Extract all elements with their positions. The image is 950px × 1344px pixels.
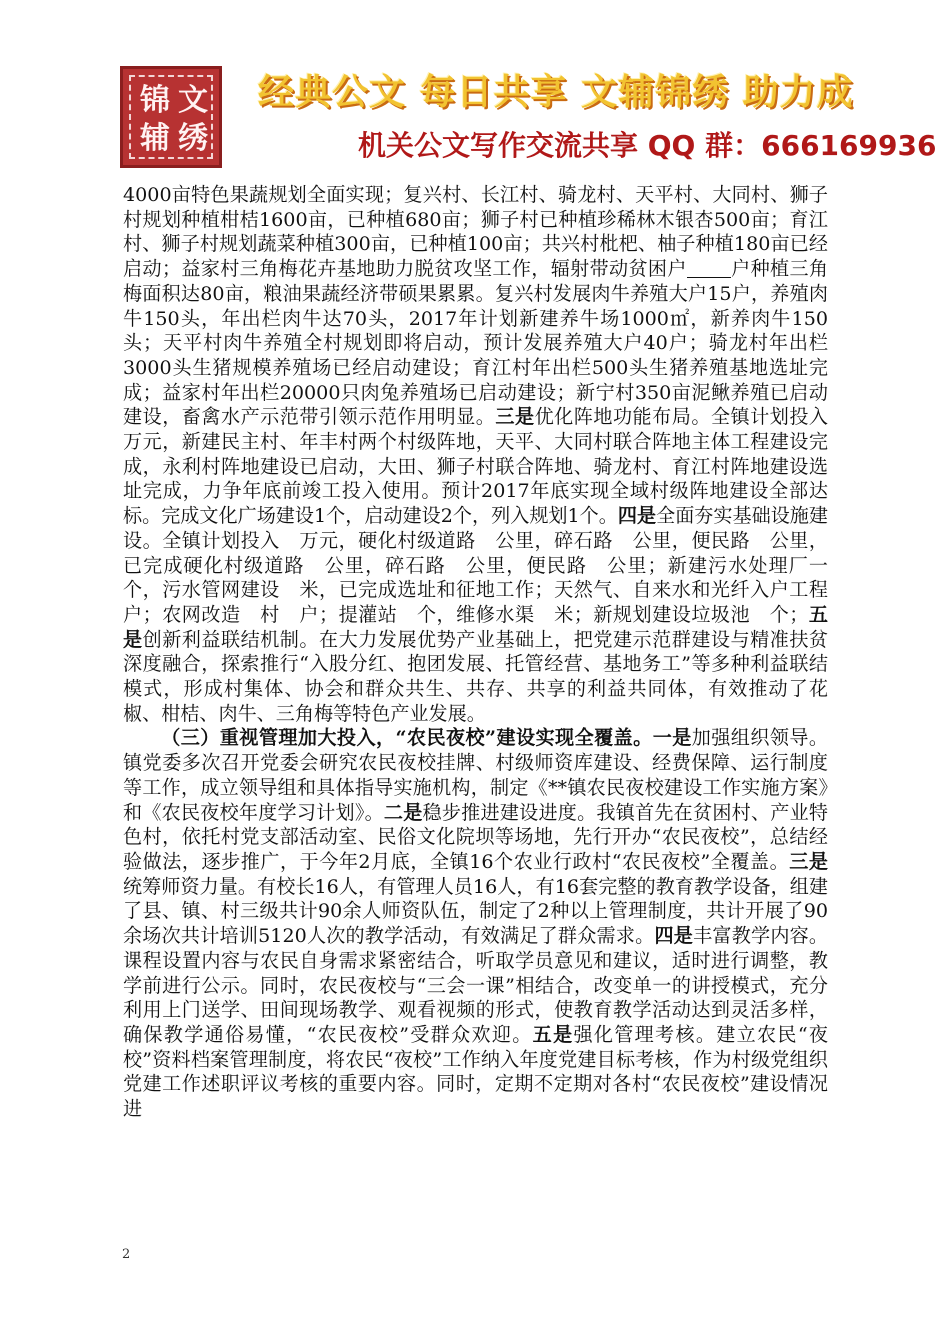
seal-char: 锦 xyxy=(140,83,170,118)
bold-lead-text: 一是 xyxy=(652,726,692,750)
seal-char: 文 xyxy=(178,83,208,118)
body-text-run: 全面夯实基础设施建设。全镇计划投入 万元，硬化村级道路 公里，碎石路 公里，便民路 公里，已完成硬化村级道路 公里，碎石路 公里，便民路 公里；新建污水处理厂一个，污水管网建设 米，已完成选址和征地工作；天然气、自来水和光纤入户工程 户；农网改造 村 户；提灌站 个，维修水渠 米；新规划建设垃圾池 个； xyxy=(123,504,848,626)
body-text-run: 强化管理考核。建立农民“夜校”资料档案管理制度，将农民“夜校”工作纳入年度党建目标考核，作为村级党组织党建工作述职评议考核的重要内容。同时，定期不定期对各村“农民夜校”建设情况进 xyxy=(123,1022,828,1121)
paragraph xyxy=(123,726,828,1121)
bold-lead-text: 五是 xyxy=(123,602,829,651)
body-text-run: 创新利益联结机制。在大力发展优势产业基础上，把党建示范群建设与精准扶贫深度融合，探索推行“入股分红、抱团发展、托管经营、基地务工”等多种利益联结模式，形成村集体、协会和群众共生、共存、共享的利益共同体，有效推动了花椒、柑桔、肉牛、三角梅等特色产业发展。 xyxy=(123,627,829,725)
bold-lead-text: 四是 xyxy=(654,924,694,948)
body-text-run: 加强组织领导。镇党委多次召开党委会研究农民夜校挂牌、村级师资库建设、经费保障、运行制度等工作，成立领导组和具体指导实施机构，制定《**镇农民夜校建设工作实施方案》和《农民夜校年度学习计划》。 xyxy=(123,726,829,824)
header-qq-group: 机关公文写作交流共享 QQ 群：666169936 xyxy=(358,129,937,162)
fill-in-blank xyxy=(687,258,731,278)
body-text-run: 户种植三角梅面积达80亩，粮油果蔬经济带硕果累累。复兴村发展肉牛养殖大户15户，养殖肉牛150头，年出栏肉牛达70头，2017年计划新建养牛场1000㎡，新养肉牛150头；天平村肉牛养殖全村规划即将启动，预计发展养殖大户40户；骑龙村年出栏3000头生猪规模养殖场已经启动建设；育江村年出栏500头生猪养殖基地选址完成；益家村年出栏20000只肉兔养殖场已启动建设；新宁村350亩泥鳅养殖已启动建设，畜禽水产示范带引领示范作用明显。 xyxy=(123,257,829,429)
seal-char: 辅 xyxy=(140,121,170,156)
body-text-run: 4000亩特色果蔬规划全面实现；复兴村、长江村、骑龙村、天平村、大同村、狮子村规划种植柑桔1600亩，已种植680亩；狮子村已种植珍稀林木银杏500亩；育江村、狮子村规划蔬菜种植300亩，已种植100亩；共兴村枇杷、柚子种植180亩已经启动；益家村三角梅花卉基地助力脱贫攻坚工作，辐射带动贫困户 xyxy=(123,183,828,281)
body-text-run: 稳步推进建设进度。我镇首先在贫困村、产业特色村，依托村党支部活动室、民俗文化院坝等场地，先行开办“农民夜校”，总结经验做法，逐步推广，于今年2月底，全镇16个农业行政村“农民夜校”全覆盖。 xyxy=(123,800,829,873)
bold-lead-text: 三是 xyxy=(495,405,535,429)
document-body xyxy=(123,183,848,1122)
bold-lead-text: （三）重视管理加大投入，“农民夜校”建设实现全覆盖。 xyxy=(161,726,653,750)
paragraph xyxy=(123,183,848,726)
bold-lead-text: 五是 xyxy=(532,1022,574,1046)
seal-char: 绣 xyxy=(178,121,208,156)
bold-lead-text: 四是 xyxy=(617,504,657,528)
body-text-run: 丰富教学内容。课程设置内容与农民自身需求紧密结合，听取学员意见和建议，适时进行调整，教学前进行公示。同时，农民夜校与“三会一课”相结合，改变单一的讲授模式，充分利用上门送学、田间现场教学、观看视频的形式，使教育教学活动达到灵活多样，确保教学通俗易懂，“农民夜校”受群众欢迎。 xyxy=(123,924,829,1046)
bold-lead-text: 二是 xyxy=(383,800,423,824)
body-text-run: 优化阵地功能布局。全镇计划投入 万元，新建民主村、年丰村两个村级阵地，天平、大同村联合阵地主体工程建设完成，永利村阵地建设已启动，大田、狮子村联合阵地、骑龙村、育江村阵地建设选址完成，力争年底前竣工投入使用。预计2017年底实现全域村级阵地建设全部达标。完成文化广场建设1个，启动建设2个，列入规划1个。 xyxy=(123,405,848,528)
document-header xyxy=(120,66,950,170)
header-slogan: 经典公文 每日共享 文辅锦绣 助力成 xyxy=(258,72,854,113)
page-number: 2 xyxy=(122,1247,131,1262)
bold-lead-text: 三是 xyxy=(789,849,829,873)
body-text-run: 统筹师资力量。有校长16人，有管理人员16人，有16套完整的教育教学设备，组建了县、镇、村三级共计90余人师资队伍，制定了2种以上管理制度，共计开展了90余场次共计培训5120人次的教学活动，有效满足了群众需求。 xyxy=(123,874,828,948)
seal-logo-icon xyxy=(120,66,222,168)
